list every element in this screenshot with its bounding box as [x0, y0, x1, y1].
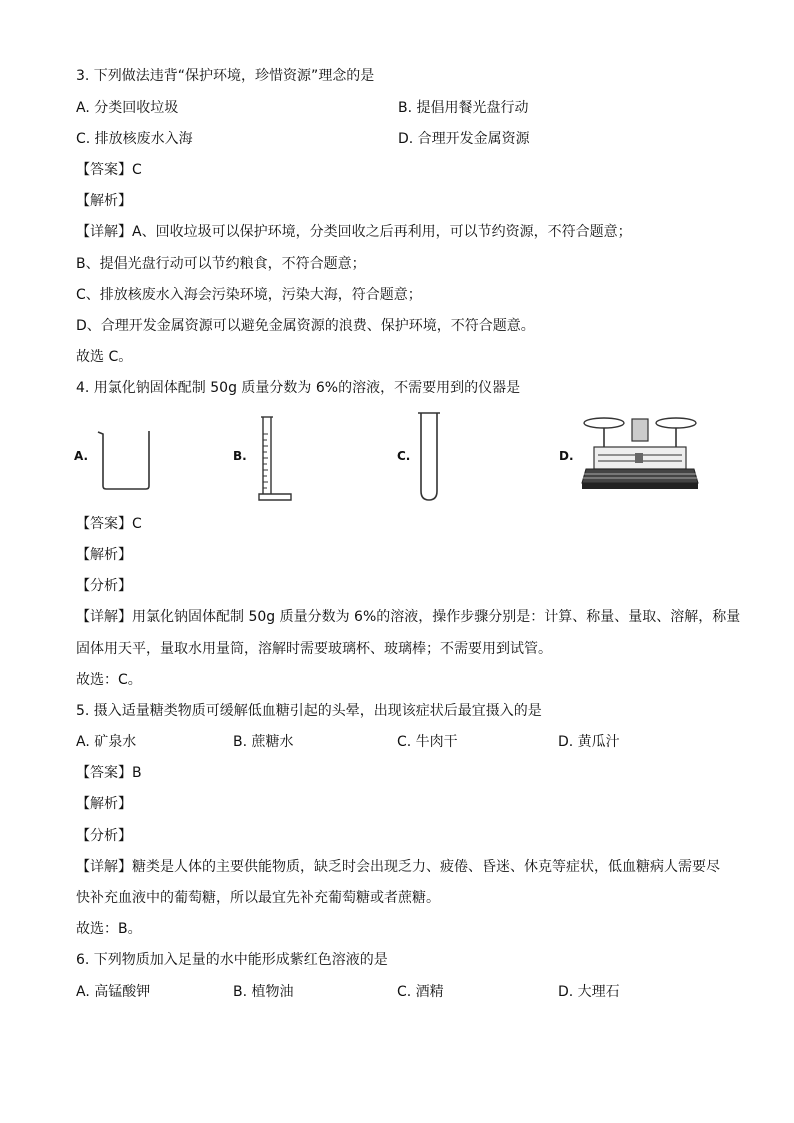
q5-analysis-heading: 【解析】	[76, 796, 132, 812]
graduated-cylinder-icon	[255, 414, 295, 504]
q3-option-a: A. 分类回收垃圾	[76, 100, 179, 116]
q5-stem: 5. 摄入适量糖类物质可缓解低血糖引起的头晕，出现该症状后最宜摄入的是	[76, 703, 542, 719]
q4-detail-line-1: 【详解】用氯化钠固体配制 50g 质量分数为 6%的溶液，操作步骤分别是：计算、称量、量取、溶解，称量	[76, 609, 741, 625]
q3-stem: 3. 下列做法违背“保护环境，珍惜资源”理念的是	[76, 68, 375, 84]
q4-option-c-label: C.	[397, 449, 411, 463]
q6-stem: 6. 下列物质加入足量的水中能形成紫红色溶液的是	[76, 952, 388, 968]
q5-option-a: A. 矿泉水	[76, 734, 137, 750]
q6-option-a: A. 高锰酸钾	[76, 984, 151, 1000]
q4-conclusion: 故选：C。	[76, 672, 142, 688]
q5-option-b: B. 蔗糖水	[233, 734, 294, 750]
q4-answer: 【答案】C	[76, 516, 142, 532]
q5-option-c: C. 牛肉干	[397, 734, 458, 750]
q6-option-c: C. 酒精	[397, 984, 444, 1000]
q4-detail-line-2: 固体用天平，量取水用量筒，溶解时需要玻璃杯、玻璃棒；不需要用到试管。	[76, 641, 552, 657]
q4-option-d-label: D.	[559, 449, 574, 463]
beaker-icon	[96, 428, 154, 492]
q3-option-c: C. 排放核废水入海	[76, 131, 193, 147]
q4-option-a-label: A.	[74, 449, 89, 463]
q4-stem: 4. 用氯化钠固体配制 50g 质量分数为 6%的溶液，不需要用到的仪器是	[76, 380, 521, 396]
q5-fenxi-heading: 【分析】	[76, 828, 132, 844]
balance-scale-icon	[580, 413, 700, 495]
q6-option-d: D. 大理石	[558, 984, 620, 1000]
q3-detail-line-2: B、提倡光盘行动可以节约粮食，不符合题意；	[76, 256, 366, 272]
q3-analysis-heading: 【解析】	[76, 193, 132, 209]
q4-option-b-label: B.	[233, 449, 247, 463]
q5-option-d: D. 黄瓜汁	[558, 734, 620, 750]
test-tube-icon	[416, 411, 442, 503]
q3-detail-line-1: 【详解】A、回收垃圾可以保护环境，分类回收之后再利用，可以节约资源，不符合题意；	[76, 224, 632, 240]
q3-detail-line-4: D、合理开发金属资源可以避免金属资源的浪费、保护环境，不符合题意。	[76, 318, 535, 334]
q3-conclusion: 故选 C。	[76, 349, 133, 365]
q4-fenxi-heading: 【分析】	[76, 578, 132, 594]
q3-detail-line-3: C、排放核废水入海会污染环境，污染大海，符合题意；	[76, 287, 422, 303]
q4-analysis-heading: 【解析】	[76, 547, 132, 563]
q5-conclusion: 故选：B。	[76, 921, 142, 937]
q6-option-b: B. 植物油	[233, 984, 294, 1000]
q3-answer: 【答案】C	[76, 162, 142, 178]
q3-option-d: D. 合理开发金属资源	[398, 131, 530, 147]
q5-detail-line-1: 【详解】糖类是人体的主要供能物质，缺乏时会出现乏力、疲倦、昏迷、休克等症状，低血糖病人需要尽	[76, 859, 720, 875]
q5-detail-line-2: 快补充血液中的葡萄糖，所以最宜先补充葡萄糖或者蔗糖。	[76, 890, 440, 906]
q5-answer: 【答案】B	[76, 765, 142, 781]
q3-option-b: B. 提倡用餐光盘行动	[398, 100, 529, 116]
